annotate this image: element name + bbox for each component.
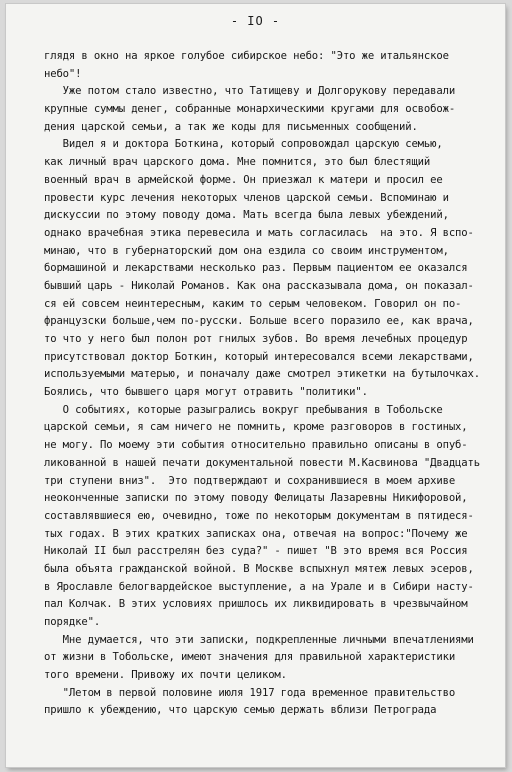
text-line: ся ей совсем неинтересным, каким то серым человеком. Говорил он по-	[44, 297, 462, 310]
text-line: военный врач в армейской форме. Он приезжал к матери и просил ее	[44, 173, 443, 186]
text-line: Мне думается, что эти записки, подкрепленные личными впечатлениями	[44, 633, 474, 646]
text-line: тых годах. В этих кратких записках она, отвечая на вопрос:"Почему же	[44, 527, 468, 540]
text-line: то что у него был полон рот гнилых зубов. Во время лечебных процедур	[44, 333, 468, 345]
text-line: Николай II был расстрелян без суда?" - пишет "В это время вся Россия	[44, 545, 468, 558]
text-line: три ступени вниз". Это подтверждают и сохранившиеся в моем архиве	[44, 474, 456, 487]
text-line: глядя в окно на яркое голубое сибирское небо: "Это же итальянское	[44, 50, 449, 62]
text-line: как личный врач царского дома. Мне помнится, это был блестящий	[44, 156, 431, 169]
text-line: дения царской семьи, а так же коды для письменных сообщений.	[44, 120, 418, 133]
text-line: небо"!	[44, 67, 82, 80]
body-text	[44, 48, 512, 720]
text-line: крупные суммы денег, собранные монархическими кругами для освобож-	[44, 103, 456, 116]
text-line: неоконченные записки по этому поводу Фелицаты Лазаревны Никифоровой,	[44, 492, 468, 505]
text-line: не могу. По моему эти события относительно правильно описаны в опуб-	[44, 439, 468, 452]
text-line: в Ярославле белогвардейское выступление, а на Урале и в Сибири насту-	[44, 580, 474, 593]
text-line: дискуссии по этому поводу дома. Мать всегда была левых убеждений,	[44, 209, 449, 222]
text-line: провести курс лечения некоторых членов царской семьи. Вспоминаю и	[44, 191, 449, 204]
typewritten-page	[6, 4, 505, 767]
text-line: Боялись, что бывшего царя могут отравить "политики".	[44, 386, 368, 399]
text-line: "Летом в первой половине июля 1917 года временное правительство	[44, 686, 456, 699]
text-line: бывший царь - Николай Романов. Как она рассказывала дома, он показал-	[44, 279, 474, 292]
text-line: Уже потом стало известно, что Татищеву и Долгорукову передавали	[44, 85, 456, 98]
text-line: составлявшиеся ею, очевидно, тоже по некоторым документам в пятидеся-	[44, 509, 474, 522]
text-line: французски больше,чем по-русски. Больше всего поразило ее, как врача,	[44, 315, 474, 328]
text-line: Видел я и доктора Боткина, который сопровождал царскую семью,	[44, 138, 443, 151]
text-line: того времени. Привожу их почти целиком.	[44, 669, 287, 682]
text-line: была объята гражданской войной. В Москве вспыхнул мятеж левых эсеров,	[44, 562, 474, 575]
text-line: порядке".	[44, 616, 101, 628]
text-line: от жизни в Тобольске, имеют значения для правильной характеристики	[44, 651, 456, 664]
text-line: минаю, что в губернаторский дом она ездила со своим инструментом,	[44, 244, 449, 257]
text-line: ликованной в нашей печати документальной повести М.Касвинова "Двадцать	[44, 456, 480, 469]
text-line: однако врачебная этика перевесила и мать согласилась на это. Я вспо-	[44, 226, 474, 239]
text-line: используемыми матерью, и поначалу даже смотрел этикетки на бутылочках.	[44, 368, 480, 381]
text-line: пал Колчак. В этих условиях пришлось их ликвидировать в чрезвычайном	[44, 598, 468, 611]
text-line: присутствовал доктор Боткин, который интересовался всеми лекарствами,	[44, 350, 474, 363]
text-line: царской семьи, я сам ничего не помнить, кроме разговоров в гостиных,	[44, 421, 468, 434]
text-line: бормашиной и лекарствами несколько раз. Первым пациентом ее оказался	[44, 262, 468, 275]
text-line: О событиях, которые разыгрались вокруг пребывания в Тобольске	[44, 403, 443, 416]
text-line: пришло к убеждению, что царскую семью держать вблизи Петрограда	[44, 704, 437, 717]
page-number: - IO -	[230, 14, 281, 28]
